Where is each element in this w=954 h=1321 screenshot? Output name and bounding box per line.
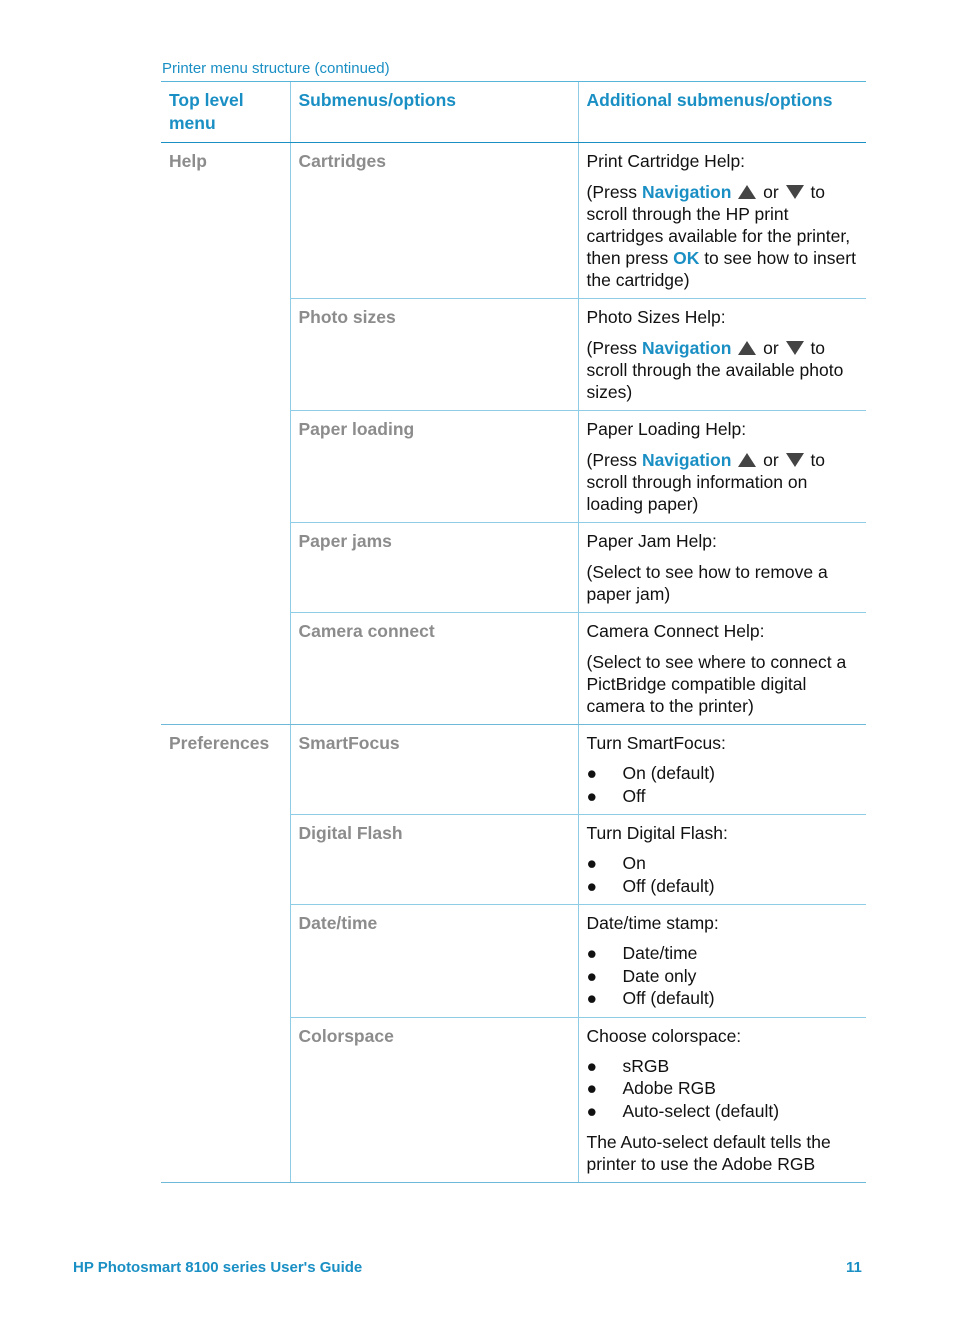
submenu-datetime: Date/time <box>290 905 578 1018</box>
bullet-icon: ● <box>586 875 598 896</box>
up-triangle-icon <box>738 341 756 355</box>
option-paper-jams <box>578 523 866 613</box>
option-title: Turn SmartFocus: <box>586 733 726 753</box>
option-text: (Press Navigation or to scroll through the HP print cartridges available for the printer, then press OK to see how to insert the cartridge) <box>586 182 856 290</box>
footer-page-number: 11 <box>846 1259 862 1276</box>
header-top-level-menu: Top level menu <box>161 82 290 143</box>
submenu-digital-flash: Digital Flash <box>290 815 578 905</box>
option-cartridges <box>578 143 866 299</box>
menu-help: Help <box>161 143 290 725</box>
bullet-icon: ● <box>586 1078 598 1098</box>
header-submenus: Submenus/options <box>290 82 578 143</box>
option-text: (Press Navigation or to scroll through information on loading paper) <box>586 450 826 514</box>
down-triangle-icon <box>786 185 804 199</box>
up-triangle-icon <box>738 453 756 467</box>
option-list <box>587 852 859 897</box>
table-header-row <box>161 82 866 143</box>
bullet-icon: ● <box>586 853 598 873</box>
list-item: ● Adobe RGB <box>586 1078 716 1098</box>
option-title: Paper Loading Help: <box>586 419 747 439</box>
navigation-button-label: Navigation <box>641 182 732 202</box>
table-caption: Printer menu structure (continued) <box>162 60 390 77</box>
option-title: Date/time stamp: <box>586 913 719 933</box>
option-title: Print Cartridge Help: <box>586 151 746 171</box>
option-camera-connect <box>578 613 866 725</box>
option-smartfocus <box>578 725 866 815</box>
option-title: Choose colorspace: <box>586 1025 742 1046</box>
down-triangle-icon <box>786 453 804 467</box>
bullet-icon: ● <box>586 785 598 806</box>
printer-menu-table <box>161 81 866 1183</box>
submenu-photo-sizes: Photo sizes <box>290 299 578 411</box>
bullet-icon: ● <box>586 1055 598 1076</box>
up-triangle-icon <box>738 185 756 199</box>
submenu-camera-connect: Camera connect <box>290 613 578 725</box>
option-digital-flash <box>578 815 866 905</box>
footer-guide-title: HP Photosmart 8100 series User's Guide <box>73 1259 363 1276</box>
option-note: The Auto-select default tells the printer to use the Adobe RGB <box>586 1132 831 1174</box>
option-datetime <box>578 905 866 1018</box>
option-text: (Select to see where to connect a PictBridge compatible digital camera to the printer) <box>586 652 847 716</box>
bullet-icon: ● <box>586 943 598 963</box>
option-list <box>587 762 859 807</box>
list-item: ● Off (default) <box>586 988 715 1008</box>
down-triangle-icon <box>786 341 804 355</box>
option-title: Turn Digital Flash: <box>586 823 728 843</box>
option-text: (Select to see how to remove a paper jam) <box>586 562 828 604</box>
table-row <box>161 725 866 815</box>
option-title: Camera Connect Help: <box>586 621 765 641</box>
submenu-cartridges: Cartridges <box>290 143 578 299</box>
submenu-colorspace: Colorspace <box>290 1017 578 1183</box>
ok-button-label: OK <box>673 248 700 268</box>
option-paper-loading <box>578 411 866 523</box>
option-list <box>587 1055 859 1123</box>
menu-preferences: Preferences <box>161 725 290 1183</box>
header-additional-submenus: Additional submenus/options <box>578 82 866 143</box>
navigation-button-label: Navigation <box>641 338 732 358</box>
bullet-icon: ● <box>586 763 598 783</box>
option-photo-sizes <box>578 299 866 411</box>
list-item: ● Off (default) <box>586 875 715 896</box>
list-item: ● sRGB <box>586 1055 670 1076</box>
option-text: (Press Navigation or to scroll through the available photo sizes) <box>586 338 844 402</box>
option-title: Photo Sizes Help: <box>586 307 726 327</box>
list-item: ● Date only <box>586 965 697 986</box>
bullet-icon: ● <box>586 1100 598 1121</box>
list-item: ● Date/time <box>586 943 698 963</box>
option-colorspace <box>578 1017 866 1183</box>
bullet-icon: ● <box>586 988 598 1008</box>
submenu-smartfocus: SmartFocus <box>290 725 578 815</box>
navigation-button-label: Navigation <box>641 450 732 470</box>
list-item: ● Auto-select (default) <box>586 1100 780 1121</box>
list-item: ● Off <box>586 785 646 806</box>
table-row <box>161 143 866 299</box>
submenu-paper-loading: Paper loading <box>290 411 578 523</box>
list-item: ● On <box>586 853 646 873</box>
option-title: Paper Jam Help: <box>586 531 717 551</box>
submenu-paper-jams: Paper jams <box>290 523 578 613</box>
option-list <box>587 942 859 1010</box>
list-item: ● On (default) <box>586 763 715 783</box>
bullet-icon: ● <box>586 965 598 986</box>
